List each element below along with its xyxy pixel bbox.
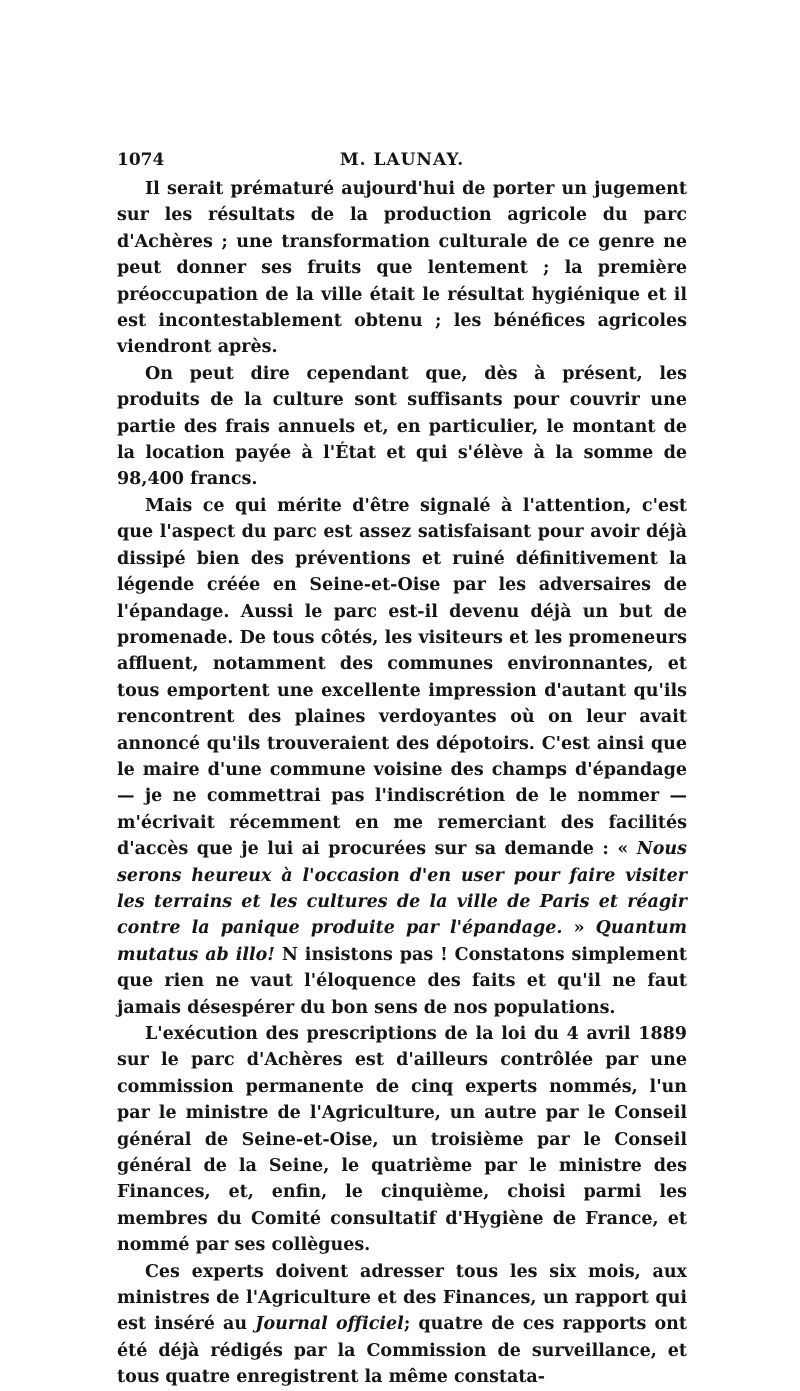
latin-quote-italic: Quantum mutatus ab illo!	[117, 918, 687, 965]
paragraph-5-text-a: Ces experts doivent adresser tous les six mois, aux ministres de l'Agriculture et des Finances, un rapport qui est inséré au	[117, 1261, 687, 1335]
paragraph-3-text-a: Mais ce qui mérite d'être signalé à l'attention, c'est que l'aspect du parc est assez satisfaisant pour avoir déjà dissipé bien des préventions et ruiné définitivement la légende créée en Seine-et-Oise par les adversaires de l'épandage. Aussi le parc est-il devenu déjà un but de promenade. De tous côtés, les visiteurs et les promeneurs affluent, notamment des communes environnantes, et tous emportent une excellente impression d'autant qu'ils rencontrent des plaines verdoyantes où on leur avait annoncé qu'ils trouveraient des dépotoirs. C'est ainsi que le maire d'une commune voisine des champs d'épandage — je ne commettrai pas l'indiscrétion de le nommer — m'écrivait récemment en me remerciant des facilités d'accès que je lui ai procurées sur sa demande : «	[117, 495, 687, 860]
paragraph-1: Il serait prématuré aujourd'hui de porter un jugement sur les résultats de la production agricole du parc d'Achères ; une transformation culturale de ce genre ne peut donner ses fruits que lentement ; la première préoccupation de la ville était le résultat hygiénique et il est incontestablement obtenu ; les bénéfices agricoles viendront après.	[117, 179, 687, 358]
running-head	[117, 150, 687, 174]
running-head-author: M. LAUNAY.	[339, 150, 465, 170]
paragraph-3-text-c: N insistons pas ! Constatons simplement que rien ne vaut l'éloquence des faits et qu'il ne faut jamais désespérer du bon sens de nos populations.	[117, 944, 687, 1018]
quote-italic: Nous serons heureux à l'occasion d'en user pour faire visiter les terrains et les cultures de la ville de Paris et réagir contre la panique produite par l'épandage.	[117, 839, 688, 939]
page-number: 1074	[117, 150, 165, 170]
paragraph-3	[117, 493, 687, 1021]
paragraph-2: On peut dire cependant que, dès à présent, les produits de la culture sont suffisants pour couvrir une partie des frais annuels et, en particulier, le montant de la location payée à l'État et qui s'élève à la somme de 98,400 francs.	[117, 363, 687, 490]
journal-title-italic: Journal officiel	[255, 1314, 404, 1335]
body-text	[117, 176, 687, 1391]
paragraph-5-text-b: ; quatre de ces rapports ont été déjà rédigés par la Commission de surveillance, et tous quatre enregistrent la même constata-	[117, 1314, 687, 1388]
paragraph-3-text-b: »	[573, 918, 585, 939]
paragraph-5	[117, 1259, 687, 1391]
paragraph-4: L'exécution des prescriptions de la loi du 4 avril 1889 sur le parc d'Achères est d'ailleurs contrôlée par une commission permanente de cinq experts nommés, l'un par le ministre de l'Agriculture, un autre par le Conseil général de Seine-et-Oise, un troisième par le Conseil général de la Seine, le quatrième par le ministre des Finances, et, enfin, le cinquième, choisi parmi les membres du Comité consultatif d'Hygiène de France, et nommé par ses collègues.	[117, 1024, 687, 1256]
